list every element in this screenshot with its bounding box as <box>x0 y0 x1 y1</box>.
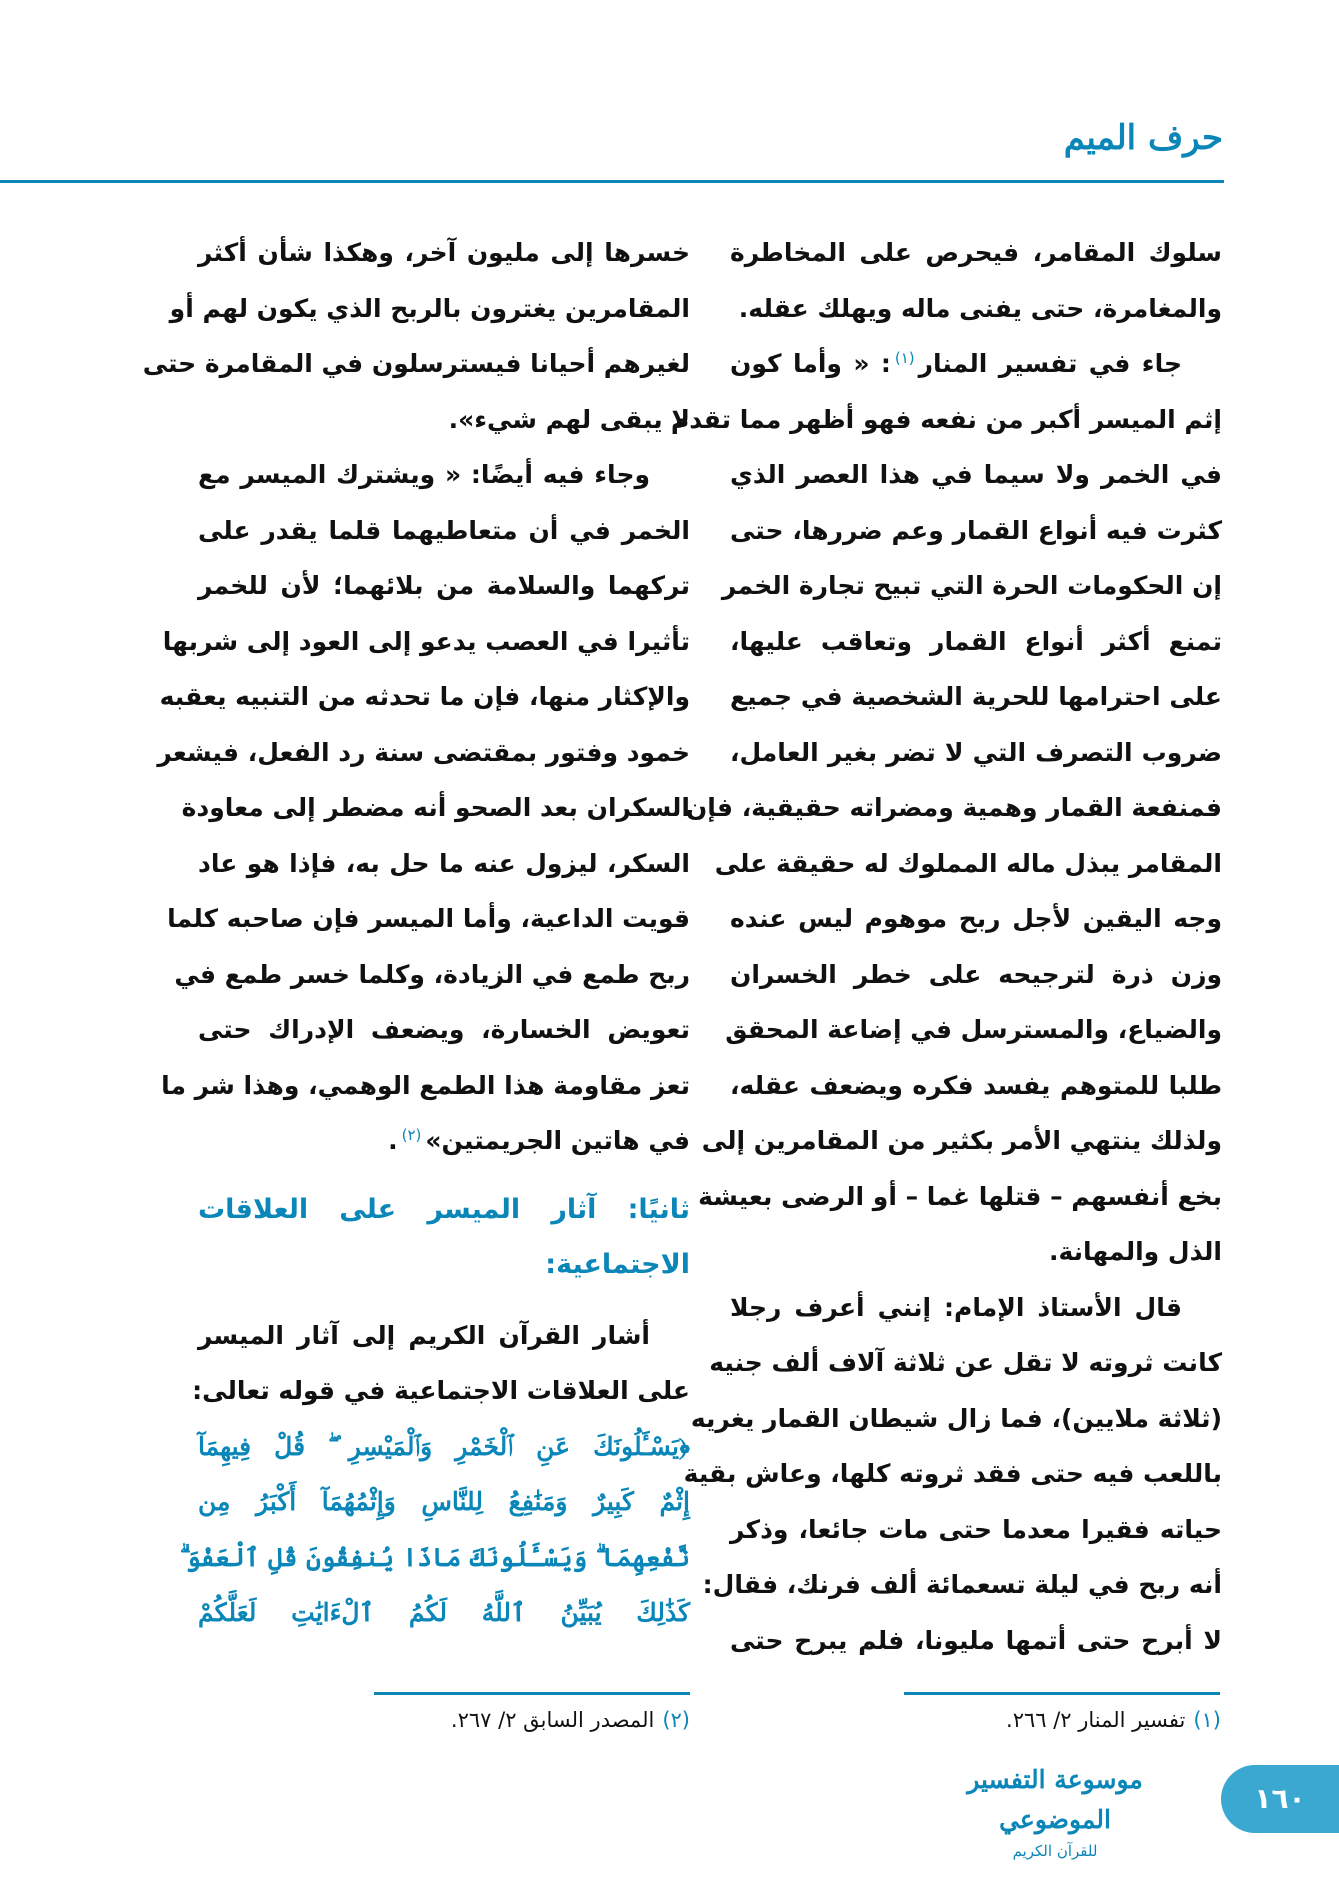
text-segment: . <box>388 1126 398 1155</box>
text-line: حياته فقيرا معدما حتى مات جائعا، وذكر <box>730 1514 1222 1544</box>
text-line: تعز مقاومة هذا الطمع الوهمي، وهذا شر ما <box>161 1070 690 1100</box>
text-line <box>730 336 1222 392</box>
left-text-column <box>142 225 690 1641</box>
text-line: الذل والمهانة. <box>1049 1237 1222 1266</box>
text-line: ربح طمع في الزيادة، وكلما خسر طمع في <box>174 959 690 989</box>
text-line: ثانيًا: آثار الميسر على العلاقات <box>198 1193 690 1225</box>
section-heading <box>198 1182 690 1293</box>
right-text-column <box>670 225 1222 1668</box>
text-line: ضروب التصرف التي لا تضر بغير العامل، <box>730 737 1222 767</box>
footnote-text: تفسير المنار ٢/ ٢٦٦. <box>1006 1708 1186 1732</box>
paragraph <box>142 225 690 447</box>
text-line: تأثيرا في العصب يدعو إلى العود إلى شربها <box>162 626 690 656</box>
text-segment: جاء في تفسير المنار <box>918 349 1182 378</box>
footnote-divider-right <box>904 1692 1220 1695</box>
text-line: أنه ربح في ليلة تسعمائة ألف فرنك، فقال: <box>702 1570 1222 1599</box>
text-line: إِثْمٌ كَبِيرٌ وَمَنَٰفِعُ لِلنَّاسِ وَإِثْمُهُمَآ أَكْبَرُ مِن <box>198 1487 690 1516</box>
text-line: لا يبقى لهم شيء». <box>448 404 690 434</box>
quran-verse <box>179 1419 690 1641</box>
footnote-divider-left <box>374 1692 690 1695</box>
text-line: فمنفعة القمار وهمية ومضراته حقيقية، فإن <box>685 793 1222 822</box>
footnote-text: المصدر السابق ٢/ ٢٦٧. <box>450 1708 655 1732</box>
text-line: على العلاقات الاجتماعية في قوله تعالى: <box>192 1376 690 1405</box>
logo-title: موسوعة التفسير الموضوعي <box>967 1765 1143 1834</box>
paragraph <box>192 1308 690 1419</box>
text-line: قويت الداعية، وأما الميسر فإن صاحبه كلما <box>167 904 690 933</box>
footnote-number: (١) <box>1193 1708 1221 1732</box>
text-line: والضياع، والمسترسل في إضاعة المحقق <box>725 1015 1222 1044</box>
text-line: (ثلاثة ملايين)، فما زال شيطان القمار يغريه <box>690 1403 1222 1433</box>
logo-subtitle: للقرآن الكريم <box>1012 1842 1098 1860</box>
text-line: والإكثار منها، فإن ما تحدثه من التنبيه يعقبه <box>159 682 690 711</box>
text-line: نَّفْعِهِمَا ۗ وَيَسْـَٔلُونَكَ مَاذَا يُنفِقُونَ قُلِ ٱلْعَفْوَ ۗ <box>179 1542 690 1572</box>
paragraph <box>670 336 1222 1280</box>
text-line: الاجتماعية: <box>545 1249 690 1280</box>
footnote-1 <box>1006 1708 1221 1732</box>
chapter-title: حرف الميم <box>1063 118 1223 158</box>
text-line: تعويض الخسارة، ويضعف الإدراك حتى <box>198 1015 690 1044</box>
text-line: في الخمر ولا سيما في هذا العصر الذي <box>730 460 1222 489</box>
text-line: لا أبرح حتى أتمها مليونا، فلم يبرح حتى <box>730 1625 1222 1655</box>
footnote-reference[interactable]: (١) <box>894 348 915 367</box>
text-line: قال الأستاذ الإمام: إنني أعرف رجلا <box>730 1292 1182 1322</box>
footnote-number: (٢) <box>662 1708 690 1732</box>
text-line: ﴿يَسْـَٔلُونَكَ عَنِ ٱلْخَمْرِ وَٱلْمَيْسِرِ ۖ قُلْ فِيهِمَآ <box>198 1431 690 1461</box>
text-line: تمنع أكثر أنواع القمار وتعاقب عليها، <box>730 626 1222 656</box>
text-segment: : « وأما كون <box>730 349 891 378</box>
text-line: باللعب فيه حتى فقد ثروته كلها، وعاش بقية <box>683 1459 1222 1488</box>
header-divider <box>0 180 1224 183</box>
text-line: طلبا للمتوهم يفسد فكره ويضعف عقله، <box>730 1070 1222 1100</box>
text-line <box>198 1113 690 1169</box>
text-line: المقامر يبذل ماله المملوك له حقيقة على <box>714 848 1222 878</box>
page-number-tab: ١٦٠ <box>1221 1765 1339 1833</box>
text-line: أشار القرآن الكريم إلى آثار الميسر <box>198 1320 650 1350</box>
text-line: الخمر في أن متعاطيهما قلما يقدر على <box>198 515 690 545</box>
text-line: السكر، ليزول عنه ما حل به، فإذا هو عاد <box>198 848 690 878</box>
footnote-reference[interactable]: (٢) <box>401 1125 422 1144</box>
text-line: لغيرهم أحيانا فيسترسلون في المقامرة حتى <box>142 349 690 378</box>
text-segment: في هاتين الجريمتين» <box>425 1126 690 1155</box>
text-line: خمود وفتور بمقتضى سنة رد الفعل، فيشعر <box>157 737 690 767</box>
text-line: خسرها إلى مليون آخر، وهكذا شأن أكثر <box>198 238 690 267</box>
encyclopedia-logo <box>925 1760 1185 1860</box>
text-line: وزن ذرة لترجيحه على خطر الخسران <box>730 959 1222 989</box>
text-line: وجاء فيه أيضًا: « ويشترك الميسر مع <box>198 460 650 489</box>
text-line: إثم الميسر أكبر من نفعه فهو أظهر مما تقدم <box>670 404 1222 434</box>
text-line: بخع أنفسهم – قتلها غما – أو الرضى بعيشة <box>698 1181 1222 1211</box>
paragraph <box>157 447 690 1169</box>
footnote-2 <box>451 1708 690 1732</box>
text-line: وجه اليقين لأجل ربح موهوم ليس عنده <box>730 904 1222 933</box>
paragraph <box>730 225 1222 336</box>
text-line: تركهما والسلامة من بلائهما؛ لأن للخمر <box>198 571 690 600</box>
text-line: والمغامرة، حتى يفنى ماله ويهلك عقله. <box>738 293 1222 323</box>
text-line: كانت ثروته لا تقل عن ثلاثة آلاف ألف جنيه <box>709 1348 1222 1377</box>
text-line: المقامرين يغترون بالربح الذي يكون لهم أو <box>169 293 690 323</box>
paragraph <box>683 1280 1222 1669</box>
text-line: ولذلك ينتهي الأمر بكثير من المقامرين إلى <box>701 1126 1222 1155</box>
text-line: على احترامها للحرية الشخصية في جميع <box>730 682 1222 711</box>
text-line: إن الحكومات الحرة التي تبيح تجارة الخمر <box>721 571 1222 600</box>
text-line: السكران بعد الصحو أنه مضطر إلى معاودة <box>181 793 690 822</box>
text-line: سلوك المقامر، فيحرص على المخاطرة <box>730 238 1222 267</box>
text-line: كَذَٰلِكَ يُبَيِّنُ ٱللَّهُ لَكُمُ ٱلْءَايَٰتِ لَعَلَّكُمْ <box>198 1598 690 1627</box>
text-line: كثرت فيه أنواع القمار وعم ضررها، حتى <box>730 515 1222 545</box>
